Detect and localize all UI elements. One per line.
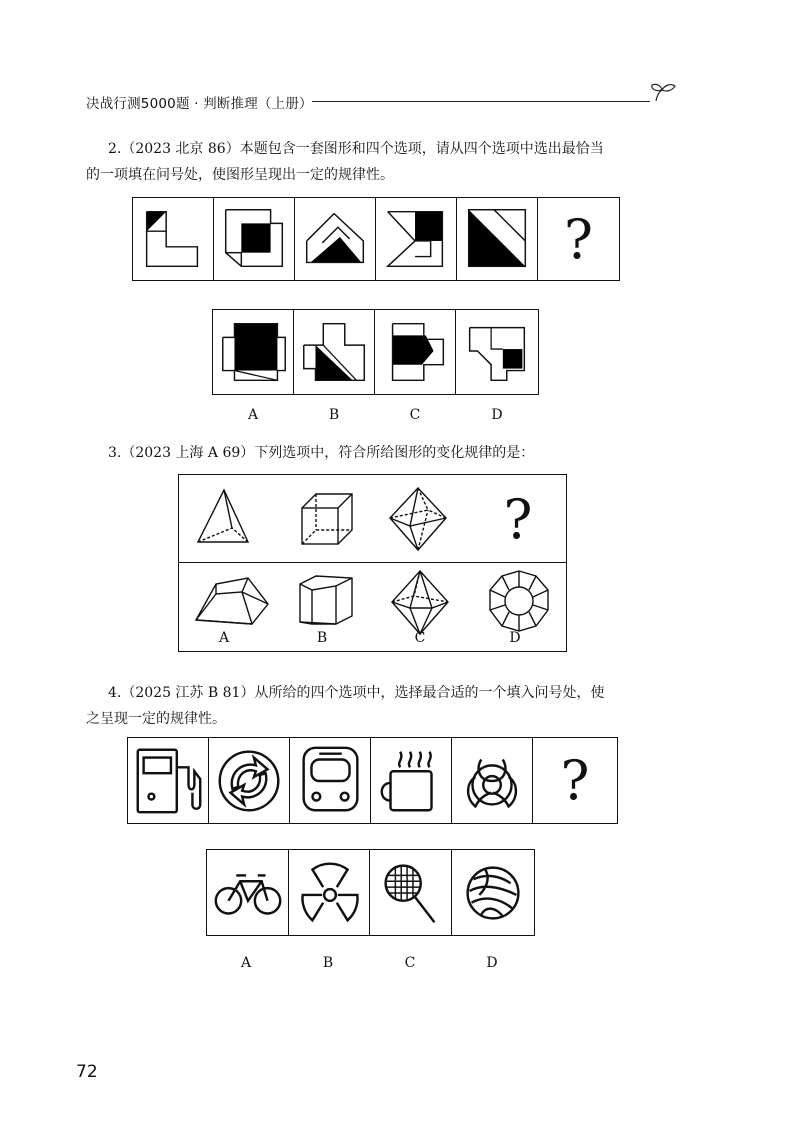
question-4-line-2: 之呈现一定的规律性。 bbox=[86, 711, 226, 727]
header-rule bbox=[312, 101, 650, 102]
sprout-icon bbox=[648, 80, 678, 106]
q2-figure-2 bbox=[213, 197, 296, 281]
q4-option-b-radiation-icon[interactable] bbox=[288, 849, 372, 936]
q3-option-a-label: A bbox=[218, 630, 230, 646]
q4-biohazard-icon bbox=[451, 737, 534, 824]
question-2-line-2: 的一项填在问号处，使图形呈现出一定的规律性。 bbox=[86, 167, 394, 183]
running-header-title: 决战行测5000题 · 判断推理（上册） bbox=[86, 96, 313, 112]
q2-option-c-label: C bbox=[409, 407, 421, 423]
q3-option-b-prism[interactable] bbox=[294, 572, 362, 632]
q4-option-a-label: A bbox=[240, 955, 252, 971]
q4-option-b-label: B bbox=[322, 955, 334, 971]
q2-option-a-label: A bbox=[247, 407, 259, 423]
q4-hot-drink-icon bbox=[370, 737, 453, 824]
q2-figure-4 bbox=[375, 197, 458, 281]
q3-octahedron bbox=[384, 484, 454, 556]
q2-option-d-label: D bbox=[491, 407, 503, 423]
question-2-line-1: 2.（2023 北京 86）本题包含一套图形和四个选项，请从四个选项中选出最恰当 bbox=[108, 141, 604, 157]
q2-figure-5 bbox=[456, 197, 539, 281]
question-4-line-1: 4.（2025 江苏 B 81）从所给的四个选项中，选择最合适的一个填入问号处，使 bbox=[108, 685, 605, 701]
q4-train-icon bbox=[289, 737, 372, 824]
q2-option-d-figure[interactable] bbox=[455, 309, 539, 395]
q2-option-a-figure[interactable] bbox=[212, 309, 296, 395]
q4-option-c-racket-icon[interactable] bbox=[369, 849, 453, 936]
page-number: 72 bbox=[76, 1062, 98, 1082]
q2-figure-1 bbox=[132, 197, 215, 281]
q3-option-a-frustum[interactable] bbox=[192, 570, 272, 632]
question-3-line-1: 3.（2023 上海 A 69）下列选项中，符合所给图形的变化规律的是： bbox=[108, 445, 535, 461]
q4-option-d-yarn-ball-icon[interactable] bbox=[451, 849, 535, 936]
q3-cube bbox=[294, 486, 364, 556]
q4-fuel-pump-icon bbox=[127, 737, 210, 824]
q3-divider bbox=[178, 562, 567, 563]
q2-option-c-figure[interactable] bbox=[374, 309, 458, 395]
q3-option-c-label: C bbox=[414, 630, 426, 646]
q4-recycle-icon bbox=[208, 737, 291, 824]
q4-option-d-label: D bbox=[486, 955, 498, 971]
q2-option-b-figure[interactable] bbox=[293, 309, 377, 395]
q3-tetrahedron bbox=[190, 484, 260, 554]
q3-option-d-label: D bbox=[509, 630, 521, 646]
q3-question-mark: ? bbox=[503, 487, 533, 551]
q4-option-a-bicycle-icon[interactable] bbox=[206, 849, 290, 936]
q3-option-b-label: B bbox=[316, 630, 328, 646]
q2-option-b-label: B bbox=[328, 407, 340, 423]
q2-figure-3 bbox=[294, 197, 377, 281]
q3-option-c-bipyramid[interactable] bbox=[386, 568, 456, 638]
q4-option-c-label: C bbox=[404, 955, 416, 971]
q2-question-mark: ? bbox=[537, 197, 620, 281]
q3-option-d-polyhedron[interactable] bbox=[486, 568, 552, 634]
q4-question-mark: ? bbox=[532, 737, 618, 824]
